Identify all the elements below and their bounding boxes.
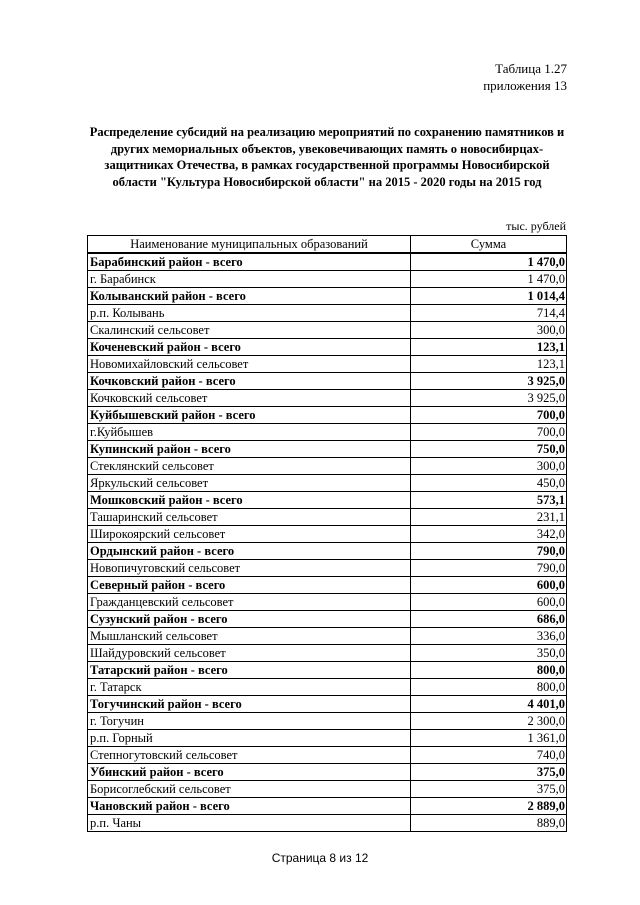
table-row-district-total (88, 543, 567, 560)
cell-sum: 573,1 (411, 492, 567, 509)
table-row (88, 356, 567, 373)
table-row (88, 628, 567, 645)
cell-name: Убинский район - всего (88, 764, 411, 781)
cell-name: Коченевский район - всего (88, 339, 411, 356)
cell-sum: 375,0 (411, 764, 567, 781)
cell-name: Кочковский район - всего (88, 373, 411, 390)
cell-name: р.п. Колывань (88, 305, 411, 322)
cell-sum: 450,0 (411, 475, 567, 492)
table-row (88, 730, 567, 747)
subsidy-table (87, 235, 567, 832)
cell-name: Мышланский сельсовет (88, 628, 411, 645)
cell-name: Мошковский район - всего (88, 492, 411, 509)
cell-name: Борисоглебский сельсовет (88, 781, 411, 798)
cell-sum: 123,1 (411, 339, 567, 356)
cell-sum: 790,0 (411, 543, 567, 560)
cell-sum: 300,0 (411, 458, 567, 475)
cell-sum: 889,0 (411, 815, 567, 832)
cell-sum: 1 361,0 (411, 730, 567, 747)
cell-name: Гражданцевский сельсовет (88, 594, 411, 611)
table-row (88, 526, 567, 543)
cell-name: Широкоярский сельсовет (88, 526, 411, 543)
cell-sum: 231,1 (411, 509, 567, 526)
table-row (88, 305, 567, 322)
cell-name: Новопичуговский сельсовет (88, 560, 411, 577)
cell-name: Купинский район - всего (88, 441, 411, 458)
table-row-district-total (88, 492, 567, 509)
cell-sum: 700,0 (411, 424, 567, 441)
table-row-district-total (88, 253, 567, 271)
cell-name: Барабинский район - всего (88, 253, 411, 271)
cell-name: Новомихайловский сельсовет (88, 356, 411, 373)
table-row (88, 781, 567, 798)
cell-sum: 700,0 (411, 407, 567, 424)
table-body (88, 253, 567, 832)
table-row (88, 747, 567, 764)
cell-sum: 4 401,0 (411, 696, 567, 713)
cell-sum: 3 925,0 (411, 373, 567, 390)
table-row (88, 713, 567, 730)
cell-sum: 600,0 (411, 577, 567, 594)
column-header-sum: Сумма (411, 236, 567, 254)
table-row (88, 594, 567, 611)
table-row (88, 390, 567, 407)
table-label: Таблица 1.27 (495, 61, 567, 76)
appendix-label: приложения 13 (483, 78, 567, 93)
table-row (88, 560, 567, 577)
table-row (88, 679, 567, 696)
table-row-district-total (88, 662, 567, 679)
table-row (88, 424, 567, 441)
cell-sum: 800,0 (411, 679, 567, 696)
table-row-district-total (88, 764, 567, 781)
cell-name: г. Тогучин (88, 713, 411, 730)
cell-name: г. Барабинск (88, 271, 411, 288)
cell-sum: 740,0 (411, 747, 567, 764)
cell-sum: 790,0 (411, 560, 567, 577)
cell-sum: 800,0 (411, 662, 567, 679)
table-header-row (88, 236, 567, 254)
cell-name: Северный район - всего (88, 577, 411, 594)
cell-sum: 600,0 (411, 594, 567, 611)
cell-name: г.Куйбышев (88, 424, 411, 441)
cell-sum: 1 470,0 (411, 253, 567, 271)
cell-name: Степногутовский сельсовет (88, 747, 411, 764)
cell-sum: 750,0 (411, 441, 567, 458)
cell-name: Ордынский район - всего (88, 543, 411, 560)
table-row-district-total (88, 288, 567, 305)
cell-name: р.п. Чаны (88, 815, 411, 832)
table-row (88, 271, 567, 288)
table-row-district-total (88, 339, 567, 356)
cell-sum: 336,0 (411, 628, 567, 645)
cell-name: Татарский район - всего (88, 662, 411, 679)
cell-name: Кочковский сельсовет (88, 390, 411, 407)
cell-name: Чановский район - всего (88, 798, 411, 815)
cell-name: Стеклянский сельсовет (88, 458, 411, 475)
cell-sum: 686,0 (411, 611, 567, 628)
table-row-district-total (88, 407, 567, 424)
cell-name: р.п. Горный (88, 730, 411, 747)
document-title: Распределение субсидий на реализацию мероприятий по сохранению памятников и других мемориальных объектов, увековечивающих память о новосибирцах-защитниках Отечества, в рамках государственной программы Новосибирской области "Культура Новосибирской области" на 2015 - 2020 годы на 2015 год (89, 125, 565, 189)
cell-name: Скалинский сельсовет (88, 322, 411, 339)
cell-name: Колыванский район - всего (88, 288, 411, 305)
cell-sum: 342,0 (411, 526, 567, 543)
cell-name: Ташаринский сельсовет (88, 509, 411, 526)
table-row-district-total (88, 373, 567, 390)
page-number: Страница 8 из 12 (271, 851, 369, 865)
table-row-district-total (88, 611, 567, 628)
units-label: тыс. рублей (506, 219, 566, 233)
cell-name: Яркульский сельсовет (88, 475, 411, 492)
table-row-district-total (88, 798, 567, 815)
table-row-district-total (88, 696, 567, 713)
cell-name: Сузунский район - всего (88, 611, 411, 628)
cell-name: Тогучинский район - всего (88, 696, 411, 713)
cell-sum: 300,0 (411, 322, 567, 339)
cell-name: Шайдуровский сельсовет (88, 645, 411, 662)
table-row (88, 322, 567, 339)
column-header-name: Наименование муниципальных образований (88, 236, 411, 254)
cell-sum: 123,1 (411, 356, 567, 373)
cell-name: г. Татарск (88, 679, 411, 696)
table-row (88, 458, 567, 475)
cell-sum: 1 470,0 (411, 271, 567, 288)
cell-sum: 714,4 (411, 305, 567, 322)
cell-sum: 375,0 (411, 781, 567, 798)
table-row (88, 475, 567, 492)
cell-name: Куйбышевский район - всего (88, 407, 411, 424)
table-row (88, 645, 567, 662)
cell-sum: 3 925,0 (411, 390, 567, 407)
cell-sum: 1 014,4 (411, 288, 567, 305)
table-row-district-total (88, 441, 567, 458)
cell-sum: 2 889,0 (411, 798, 567, 815)
cell-sum: 2 300,0 (411, 713, 567, 730)
table-row (88, 509, 567, 526)
cell-sum: 350,0 (411, 645, 567, 662)
table-header (483, 60, 567, 94)
table-row (88, 815, 567, 832)
table-row-district-total (88, 577, 567, 594)
